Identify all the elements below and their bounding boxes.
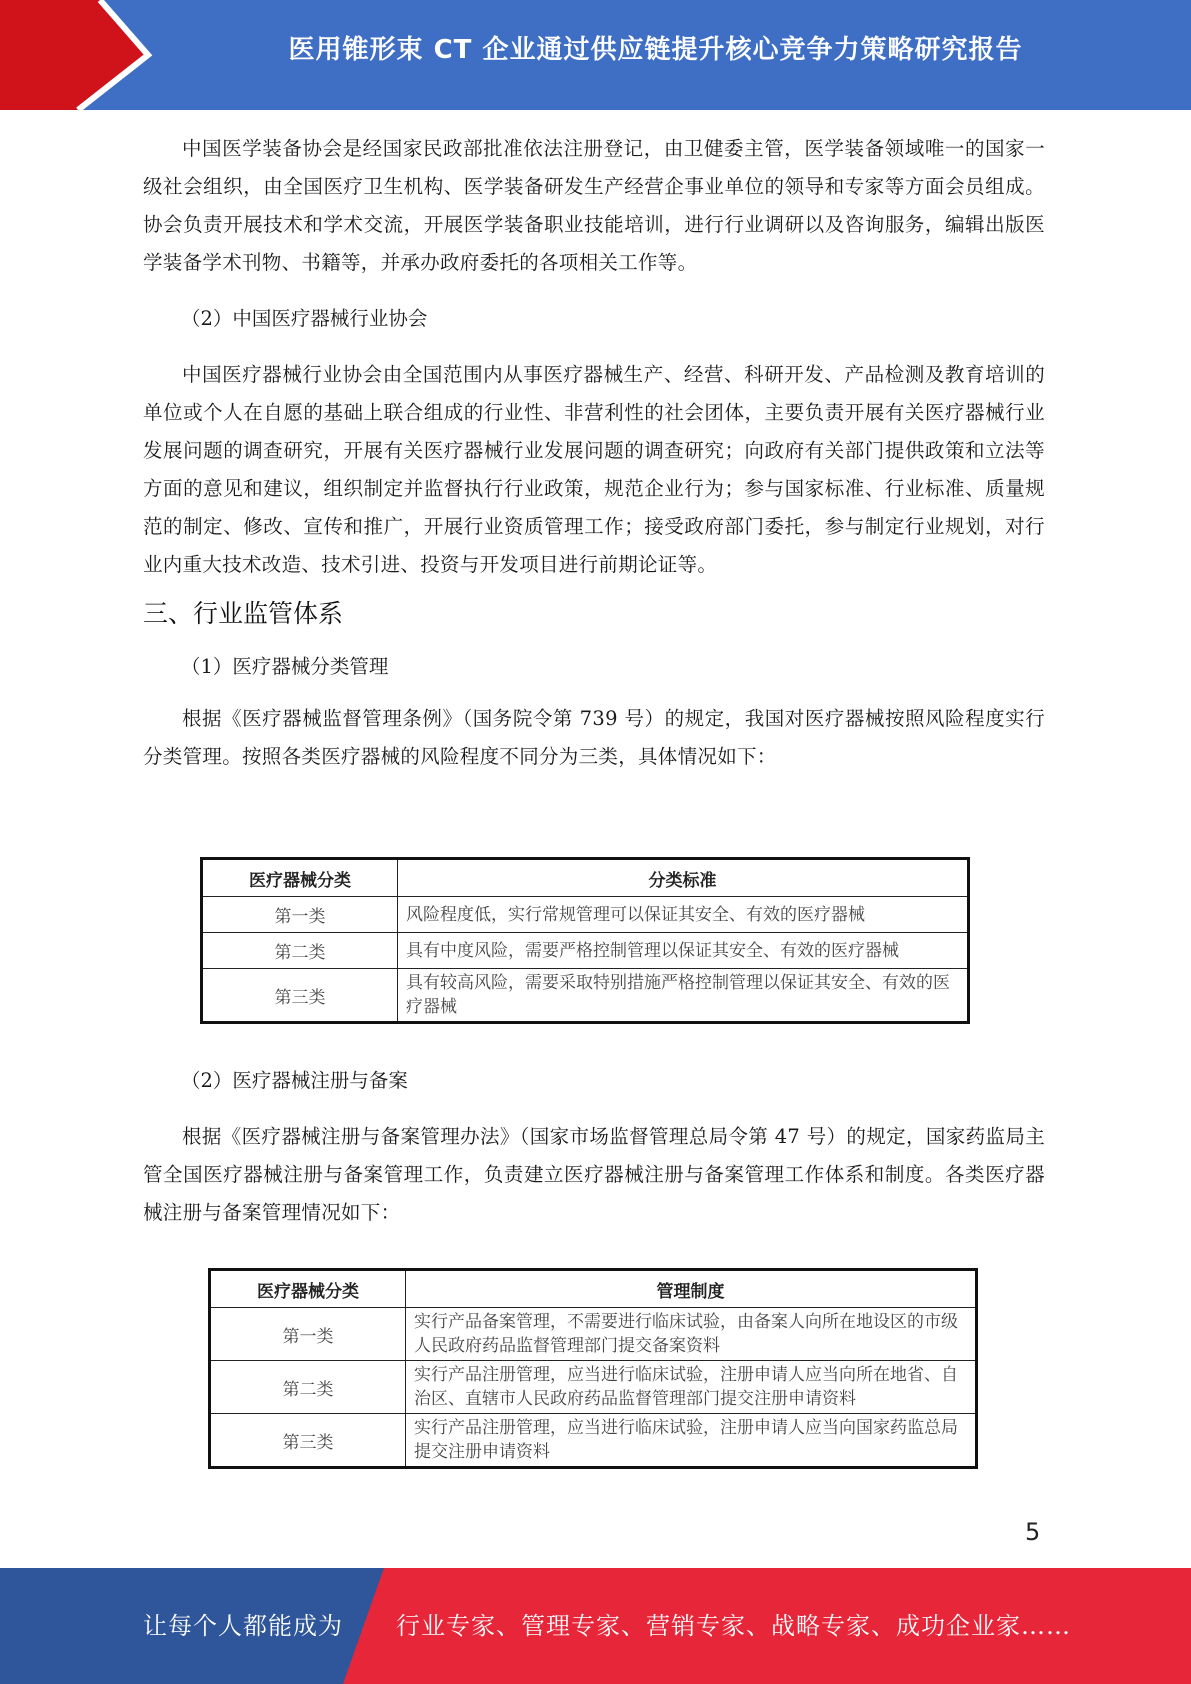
page-content	[143, 130, 1045, 776]
page-footer	[0, 1568, 1191, 1684]
report-title: 医用锥形束 CT 企业通过供应链提升核心竞争力策略研究报告	[288, 35, 1023, 65]
table-row	[210, 1361, 977, 1414]
table-header-row	[210, 1270, 977, 1308]
table-cell-system: 实行产品备案管理，不需要进行临床试验，由备案人向所在地设区的市级人民政府药品监督管理部门提交备案资料	[406, 1308, 977, 1361]
section-heading: 三、行业监管体系	[143, 599, 344, 628]
subheading-registration: （2）医疗器械注册与备案	[181, 1069, 408, 1092]
table-cell-standard: 具有中度风险，需要严格控制管理以保证其安全、有效的医疗器械	[398, 933, 969, 969]
subheading-classification: （1）医疗器械分类管理	[181, 655, 389, 678]
table-row	[210, 1308, 977, 1361]
registration-table	[208, 1268, 978, 1469]
footer-slogan-right: 行业专家、管理专家、营销专家、战略专家、成功企业家……	[396, 1612, 1071, 1640]
paragraph-classification: 根据《医疗器械监督管理条例》（国务院令第 739 号）的规定，我国对医疗器械按照风险程度实行分类管理。按照各类医疗器械的风险程度不同分为三类，具体情况如下：	[143, 707, 1045, 768]
table-row	[210, 1414, 977, 1468]
page-content-lower	[143, 1062, 1045, 1232]
table-cell-class: 第一类	[202, 897, 398, 933]
header-red-arrow-icon	[0, 0, 160, 110]
table-header-cell: 分类标准	[398, 859, 969, 897]
table-cell-class: 第二类	[202, 933, 398, 969]
table-header-cell: 管理制度	[406, 1270, 977, 1308]
table-cell-system: 实行产品注册管理，应当进行临床试验，注册申请人应当向所在地省、自治区、直辖市人民政府药品监督管理部门提交注册申请资料	[406, 1361, 977, 1414]
paragraph-equipment-association: 中国医学装备协会是经国家民政部批准依法注册登记，由卫健委主管，医学装备领域唯一的国家一级社会组织，由全国医疗卫生机构、医学装备研发生产经营企事业单位的领导和专家等方面会员组成。协会负责开展技术和学术交流，开展医学装备职业技能培训，进行行业调研以及咨询服务，编辑出版医学装备学术刊物、书籍等，并承办政府委托的各项相关工作等。	[143, 137, 1045, 274]
paragraph-registration: 根据《医疗器械注册与备案管理办法》（国家市场监督管理总局令第 47 号）的规定，国家药监局主管全国医疗器械注册与备案管理工作，负责建立医疗器械注册与备案管理工作体系和制度。各类医疗器械注册与备案管理情况如下：	[143, 1125, 1045, 1224]
table-cell-class: 第一类	[210, 1308, 406, 1361]
page-header	[0, 0, 1191, 110]
table-row	[202, 933, 969, 969]
table-cell-system: 实行产品注册管理，应当进行临床试验，注册申请人应当向国家药监总局提交注册申请资料	[406, 1414, 977, 1468]
table-cell-class: 第二类	[210, 1361, 406, 1414]
subheading-device-association: （2）中国医疗器械行业协会	[181, 307, 428, 330]
table-cell-class: 第三类	[202, 969, 398, 1023]
table-header-row	[202, 859, 969, 897]
table-cell-standard: 风险程度低，实行常规管理可以保证其安全、有效的医疗器械	[398, 897, 969, 933]
table-row	[202, 897, 969, 933]
classification-table	[200, 857, 970, 1024]
page-number: 5	[1025, 1518, 1041, 1546]
table-cell-standard: 具有较高风险，需要采取特别措施严格控制管理以保证其安全、有效的医疗器械	[398, 969, 969, 1023]
footer-slogan-left: 让每个人都能成为	[143, 1612, 343, 1640]
table-row	[202, 969, 969, 1023]
table-header-cell: 医疗器械分类	[210, 1270, 406, 1308]
table-header-cell: 医疗器械分类	[202, 859, 398, 897]
table-cell-class: 第三类	[210, 1414, 406, 1468]
paragraph-device-association: 中国医疗器械行业协会由全国范围内从事医疗器械生产、经营、科研开发、产品检测及教育培训的单位或个人在自愿的基础上联合组成的行业性、非营利性的社会团体，主要负责开展有关医疗器械行业发展问题的调查研究，开展有关医疗器械行业发展问题的调查研究；向政府有关部门提供政策和立法等方面的意见和建议，组织制定并监督执行行业政策，规范企业行为；参与国家标准、行业标准、质量规范的制定、修改、宣传和推广，开展行业资质管理工作；接受政府部门委托，参与制定行业规划，对行业内重大技术改造、技术引进、投资与开发项目进行前期论证等。	[143, 363, 1045, 576]
